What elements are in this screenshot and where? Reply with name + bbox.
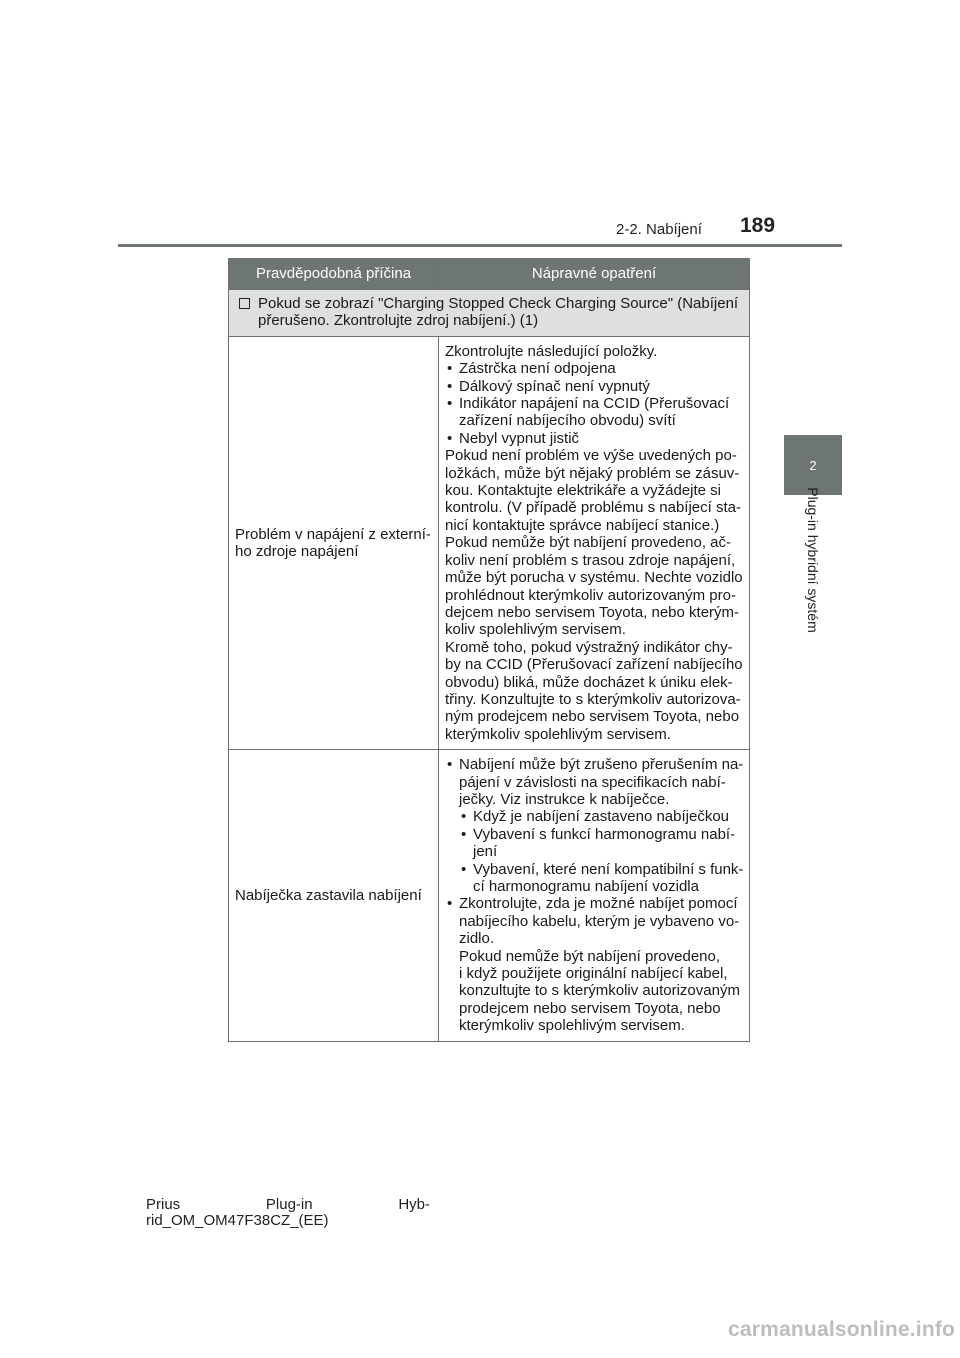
list-item-text: i když použijete originální nabíjecí kabel, konzultujte to s kterýmkoliv autorizovaným prodejcem nebo servisem Toyota, nebo kterýmkoliv spolehlivým servisem. bbox=[459, 965, 740, 1035]
checkbox-icon bbox=[239, 298, 250, 309]
page-number: 189 bbox=[740, 214, 776, 237]
remedy-intro: Zkontrolujte následující položky. bbox=[445, 342, 658, 360]
document-id-part: rid_OM_OM47F38CZ_(EE) bbox=[146, 1212, 329, 1229]
sub-list-item: • Vybavení, které není kompatibilní s funk-cí harmonogramu nabíjení vozidla bbox=[459, 861, 745, 896]
remedy-paragraph: Kromě toho, pokud výstražný indikátor chy-by na CCID (Přerušovací zařízení nabíjecího obvodu) bliká, může docházet k úniku elek-třiny. Konzultujte to s kterýmkoliv autorizova-ným prodejcem nebo servisem Toyota, nebo kterýmkoliv spolehlivým servisem. bbox=[445, 638, 743, 743]
chapter-tab: 2 bbox=[784, 435, 842, 495]
remedy-cell bbox=[439, 750, 750, 1042]
table-header-row bbox=[229, 259, 750, 290]
list-item bbox=[445, 756, 745, 895]
document-id-part: Plug-in bbox=[265, 1196, 313, 1213]
remedy-cell bbox=[439, 336, 750, 749]
remedy-paragraph: Pokud není problém ve výše uvedených po-ložkách, může být nějaký problém se zásuv-kou. Kontaktujte elektrikáře a vyžádejte si kontrolu. (V případě problému s nabíjecí sta-nicí kontaktujte správce nabíjecí stanice.) bbox=[445, 447, 741, 534]
document-id bbox=[146, 1197, 430, 1229]
column-header-remedy: Nápravné opatření bbox=[439, 259, 750, 290]
table-row bbox=[229, 336, 750, 749]
table-row bbox=[229, 750, 750, 1042]
cause-cell: Nabíječka zastavila nabíjení bbox=[229, 750, 439, 1042]
section-label: 2-2. Nabíjení bbox=[616, 221, 702, 238]
header-rule bbox=[118, 244, 842, 247]
list-item-text: Nabíjení může být zrušeno přerušením na-pájení v závislosti na specifikacích nabí-ječky. Viz instrukce k nabíječce. bbox=[459, 756, 744, 808]
condition-row bbox=[229, 290, 750, 337]
remedy-paragraph: Pokud nemůže být nabíjení provedeno, ač-koliv není problém s trasou zdroje napájení, může být porucha v systému. Nechte vozidlo prohlédnout kterýmkoliv autorizovaným pro-dejcem nebo servisem Toyota, nebo kterým-koliv spolehlivým servisem. bbox=[445, 534, 743, 639]
list-item-text: Pokud nemůže být nabíjení provedeno, bbox=[459, 947, 721, 965]
column-header-cause: Pravděpodobná příčina bbox=[229, 259, 439, 290]
sub-list-item: • Když je nabíjení zastaveno nabíječkou bbox=[459, 808, 745, 825]
list-item: • Indikátor napájení na CCID (Přerušovací zařízení nabíjecího obvodu) svítí bbox=[445, 395, 745, 430]
check-list bbox=[445, 360, 745, 447]
condition-text: Pokud se zobrazí "Charging Stopped Check Charging Source" (Nabíjení přerušeno. Zkontrolujte zdroj nabíjení.) (1) bbox=[258, 295, 739, 330]
list-item-text: Zkontrolujte, zda je možné nabíjet pomocí nabíjecího kabelu, kterým je vybaveno vo-zidlo. bbox=[459, 895, 740, 948]
troubleshooting-table bbox=[228, 258, 750, 1042]
list-item: • Zástrčka není odpojena bbox=[445, 360, 745, 377]
remedy-list bbox=[445, 756, 745, 1035]
document-id-part: Hyb- bbox=[398, 1196, 430, 1213]
list-item bbox=[445, 895, 745, 1034]
list-item: • Nebyl vypnut jistič bbox=[445, 430, 745, 447]
watermark: carmanualsonline.info bbox=[728, 1318, 956, 1341]
chapter-title: Plug-in hybridní systém bbox=[805, 487, 821, 633]
sub-list-item: • Vybavení s funkcí harmonogramu nabí-jení bbox=[459, 826, 745, 861]
cause-cell: Problém v napájení z externí-ho zdroje napájení bbox=[229, 336, 439, 749]
list-item: • Dálkový spínač není vypnutý bbox=[445, 378, 745, 395]
document-id-part: Prius bbox=[146, 1196, 181, 1213]
sub-list bbox=[459, 808, 745, 895]
